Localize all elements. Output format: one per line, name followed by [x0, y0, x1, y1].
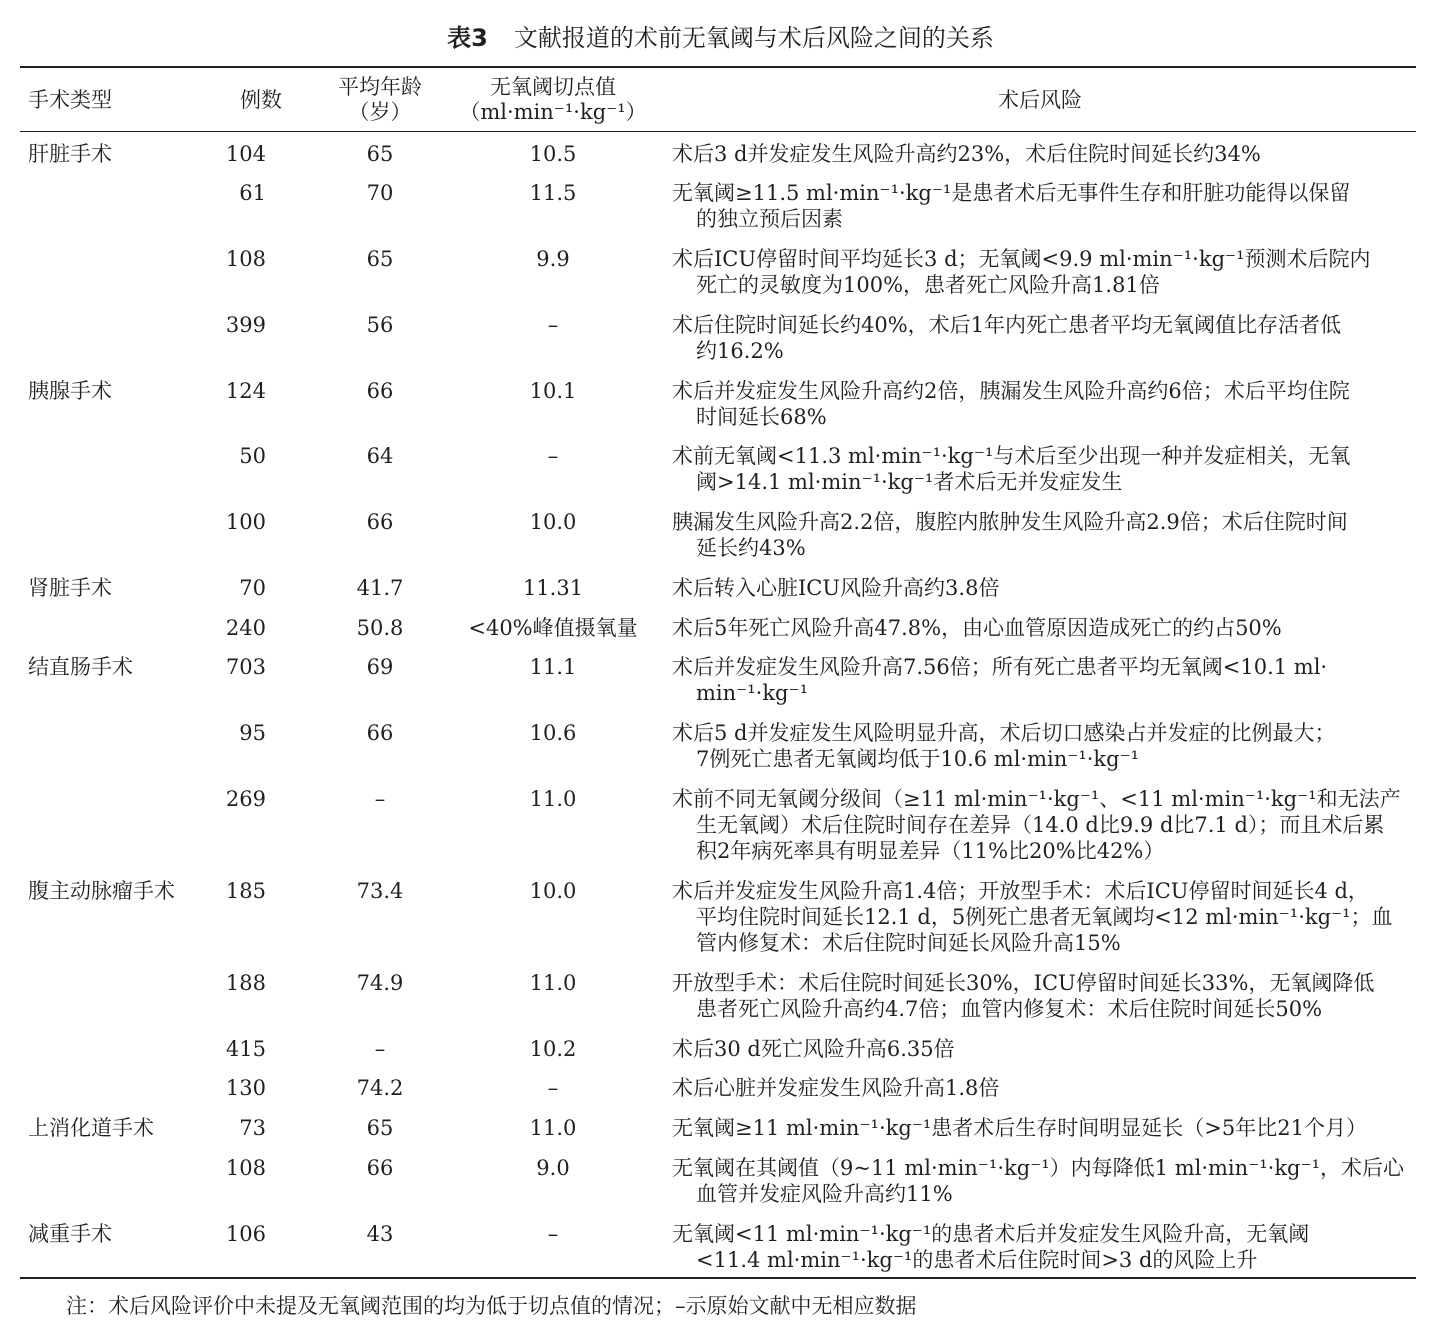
- threshold-cell: –: [547, 1076, 559, 1100]
- postop-risk-cell: [672, 312, 1408, 364]
- mean-age-cell: 65: [366, 1116, 394, 1140]
- postop-risk-cell: [672, 1075, 1408, 1101]
- mean-age-cell: 65: [366, 247, 394, 271]
- risk-text-line: 开放型手术：术后住院时间延长30%，ICU停留时间延长33%，无氧阈降低: [672, 971, 1375, 995]
- header-postop-risk: 术后风险: [998, 88, 1082, 112]
- mean-age-cell: 70: [366, 181, 394, 205]
- postop-risk-cell: [672, 720, 1408, 772]
- threshold-cell: 11.0: [529, 787, 577, 811]
- header-threshold-line1: 无氧阈切点值: [490, 75, 616, 99]
- risk-text-line: 阈>14.1 ml·min⁻¹·kg⁻¹者术后无并发症发生: [696, 470, 1123, 494]
- mean-age-cell: 69: [366, 655, 394, 679]
- header-threshold-line2: （ml·min⁻¹·kg⁻¹）: [459, 100, 647, 124]
- postop-risk-cell: [672, 1115, 1408, 1141]
- postop-risk-cell: [672, 1221, 1408, 1273]
- table-label: 表3: [447, 24, 488, 52]
- case-count-cell: 108: [225, 1156, 266, 1180]
- mean-age-cell: 41.7: [356, 576, 404, 600]
- risk-text-line: 延长约43%: [696, 536, 806, 560]
- mean-age-cell: 56: [366, 313, 394, 337]
- mean-age-cell: 64: [366, 444, 394, 468]
- surgery-type-cell: 腹主动脉瘤手术: [28, 879, 175, 903]
- risk-text-line: 平均住院时间延长12.1 d，5例死亡患者无氧阈均<12 ml·min⁻¹·kg⁻¹；血: [696, 905, 1393, 929]
- surgery-type-cell: 肝脏手术: [28, 142, 112, 166]
- surgery-type-cell: 肾脏手术: [28, 576, 112, 600]
- risk-text-line: 时间延长68%: [696, 405, 827, 429]
- case-count-cell: 73: [239, 1116, 266, 1140]
- postop-risk-cell: [672, 378, 1408, 430]
- header-mean-age-line2: （岁）: [348, 100, 412, 124]
- table-caption: 文献报道的术前无氧阈与术后风险之间的关系: [513, 24, 994, 52]
- risk-text-line: 7例死亡患者无氧阈均低于10.6 ml·min⁻¹·kg⁻¹: [696, 747, 1140, 771]
- risk-text-line: 胰漏发生风险升高2.2倍，腹腔内脓肿发生风险升高2.9倍；术后住院时间: [672, 510, 1348, 534]
- threshold-cell: –: [547, 1222, 559, 1246]
- postop-risk-cell: [672, 878, 1408, 956]
- risk-text-line: 术后心脏并发症发生风险升高1.8倍: [672, 1076, 1000, 1100]
- postop-risk-cell: [672, 509, 1408, 561]
- bottom-rule: [20, 1277, 1416, 1279]
- risk-text-line: 术后ICU停留时间平均延长3 d；无氧阈<9.9 ml·min⁻¹·kg⁻¹预测术后院内: [672, 247, 1371, 271]
- threshold-cell: 10.5: [529, 142, 577, 166]
- risk-text-line: 术后并发症发生风险升高7.56倍；所有死亡患者平均无氧阈<10.1 ml·: [672, 655, 1328, 679]
- threshold-cell: 11.5: [529, 181, 577, 205]
- case-count-cell: 106: [225, 1222, 266, 1246]
- mean-age-cell: 66: [366, 510, 394, 534]
- risk-text-line: 管内修复术：术后住院时间延长风险升高15%: [696, 931, 1121, 955]
- header-rule: [20, 131, 1416, 132]
- postop-risk-cell: [672, 141, 1408, 167]
- risk-text-line: 术后住院时间延长约40%，术后1年内死亡患者平均无氧阈值比存活者低: [672, 313, 1342, 337]
- threshold-cell: –: [547, 444, 559, 468]
- risk-text-line: 无氧阈在其阈值（9~11 ml·min⁻¹·kg⁻¹）内每降低1 ml·min⁻¹·kg⁻¹，术后心: [672, 1156, 1405, 1180]
- risk-text-line: 术后并发症发生风险升高约2倍，胰漏发生风险升高约6倍；术后平均住院: [672, 379, 1350, 403]
- postop-risk-cell: [672, 1036, 1408, 1062]
- threshold-cell: 11.1: [529, 655, 577, 679]
- threshold-cell: <40%峰值摄氧量: [468, 616, 638, 640]
- case-count-cell: 185: [225, 879, 266, 903]
- case-count-cell: 240: [225, 616, 266, 640]
- risk-text-line: 的独立预后因素: [696, 207, 843, 231]
- risk-text-line: 术后30 d死亡风险升高6.35倍: [672, 1037, 955, 1061]
- risk-text-line: 术后转入心脏ICU风险升高约3.8倍: [672, 576, 1000, 600]
- header-mean-age: [320, 75, 440, 125]
- mean-age-cell: 50.8: [356, 616, 404, 640]
- header-threshold: [452, 75, 654, 125]
- mean-age-cell: 73.4: [356, 879, 404, 903]
- risk-text-line: 无氧阈<11 ml·min⁻¹·kg⁻¹的患者术后并发症发生风险升高，无氧阈: [672, 1222, 1310, 1246]
- table-note: 注：术后风险评价中未提及无氧阈范围的均为低于切点值的情况；–示原始文献中无相应数据: [66, 1294, 917, 1318]
- risk-text-line: min⁻¹·kg⁻¹: [696, 681, 809, 705]
- case-count-cell: 703: [225, 655, 266, 679]
- case-count-cell: 124: [225, 379, 266, 403]
- threshold-cell: 10.1: [529, 379, 577, 403]
- risk-text-line: 无氧阈≥11 ml·min⁻¹·kg⁻¹患者术后生存时间明显延长（>5年比21个月）: [672, 1116, 1367, 1140]
- threshold-cell: 11.0: [529, 1116, 577, 1140]
- header-mean-age-line1: 平均年龄: [338, 75, 422, 99]
- threshold-cell: 11.31: [522, 576, 584, 600]
- mean-age-cell: 74.9: [356, 971, 404, 995]
- case-count-cell: 95: [239, 721, 266, 745]
- table-title: [0, 22, 1441, 54]
- risk-text-line: 生无氧阈）术后住院时间存在差异（14.0 d比9.9 d比7.1 d）；而且术后累: [696, 813, 1385, 837]
- case-count-cell: 50: [239, 444, 266, 468]
- risk-text-line: 死亡的灵敏度为100%，患者死亡风险升高1.81倍: [696, 273, 1160, 297]
- mean-age-cell: 66: [366, 379, 394, 403]
- risk-text-line: 积2年病死率具有明显差异（11%比20%比42%）: [696, 839, 1165, 863]
- postop-risk-cell: [672, 180, 1408, 232]
- threshold-cell: 9.0: [536, 1156, 570, 1180]
- postop-risk-cell: [672, 575, 1408, 601]
- threshold-cell: 10.0: [529, 510, 577, 534]
- risk-text-line: 术后5年死亡风险升高47.8%，由心血管原因造成死亡的约占50%: [672, 616, 1282, 640]
- postop-risk-cell: [672, 615, 1408, 641]
- case-count-cell: 70: [239, 576, 266, 600]
- threshold-cell: 10.0: [529, 879, 577, 903]
- mean-age-cell: 66: [366, 721, 394, 745]
- threshold-cell: 10.2: [529, 1037, 577, 1061]
- top-rule: [20, 66, 1416, 68]
- risk-text-line: 血管并发症风险升高约11%: [696, 1182, 953, 1206]
- surgery-type-cell: 胰腺手术: [28, 379, 112, 403]
- mean-age-cell: –: [374, 1037, 386, 1061]
- mean-age-cell: 65: [366, 142, 394, 166]
- postop-risk-cell: [672, 970, 1408, 1022]
- header-surgery-type: 手术类型: [28, 88, 112, 112]
- risk-text-line: 术后并发症发生风险升高1.4倍；开放型手术：术后ICU停留时间延长4 d，: [672, 879, 1369, 903]
- case-count-cell: 415: [225, 1037, 266, 1061]
- risk-text-line: 术后3 d并发症发生风险升高约23%，术后住院时间延长约34%: [672, 142, 1261, 166]
- postop-risk-cell: [672, 1155, 1408, 1207]
- postop-risk-cell: [672, 654, 1408, 706]
- risk-text-line: 术后5 d并发症发生风险明显升高，术后切口感染占并发症的比例最大；: [672, 721, 1336, 745]
- case-count-cell: 100: [225, 510, 266, 534]
- postop-risk-cell: [672, 246, 1408, 298]
- case-count-cell: 188: [225, 971, 266, 995]
- mean-age-cell: 66: [366, 1156, 394, 1180]
- case-count-cell: 61: [239, 181, 266, 205]
- risk-text-line: 约16.2%: [696, 339, 784, 363]
- case-count-cell: 130: [225, 1076, 266, 1100]
- risk-text-line: 术前无氧阈<11.3 ml·min⁻¹·kg⁻¹与术后至少出现一种并发症相关，无氧: [672, 444, 1351, 468]
- mean-age-cell: 43: [366, 1222, 394, 1246]
- surgery-type-cell: 减重手术: [28, 1222, 112, 1246]
- risk-text-line: 术前不同无氧阈分级间（≥11 ml·min⁻¹·kg⁻¹、<11 ml·min⁻¹·kg⁻¹和无法产: [672, 787, 1401, 811]
- header-case-count: 例数: [240, 88, 282, 112]
- surgery-type-cell: 上消化道手术: [28, 1116, 154, 1140]
- case-count-cell: 108: [225, 247, 266, 271]
- mean-age-cell: 74.2: [356, 1076, 404, 1100]
- postop-risk-cell: [672, 443, 1408, 495]
- postop-risk-cell: [672, 786, 1408, 864]
- risk-text-line: <11.4 ml·min⁻¹·kg⁻¹的患者术后住院时间>3 d的风险上升: [696, 1248, 1258, 1272]
- risk-text-line: 患者死亡风险升高约4.7倍；血管内修复术：术后住院时间延长50%: [696, 997, 1323, 1021]
- case-count-cell: 399: [225, 313, 266, 337]
- threshold-cell: –: [547, 313, 559, 337]
- threshold-cell: 10.6: [529, 721, 577, 745]
- risk-text-line: 无氧阈≥11.5 ml·min⁻¹·kg⁻¹是患者术后无事件生存和肝脏功能得以保留: [672, 181, 1351, 205]
- surgery-type-cell: 结直肠手术: [28, 655, 133, 679]
- mean-age-cell: –: [374, 787, 386, 811]
- case-count-cell: 104: [225, 142, 266, 166]
- case-count-cell: 269: [225, 787, 266, 811]
- threshold-cell: 11.0: [529, 971, 577, 995]
- threshold-cell: 9.9: [536, 247, 570, 271]
